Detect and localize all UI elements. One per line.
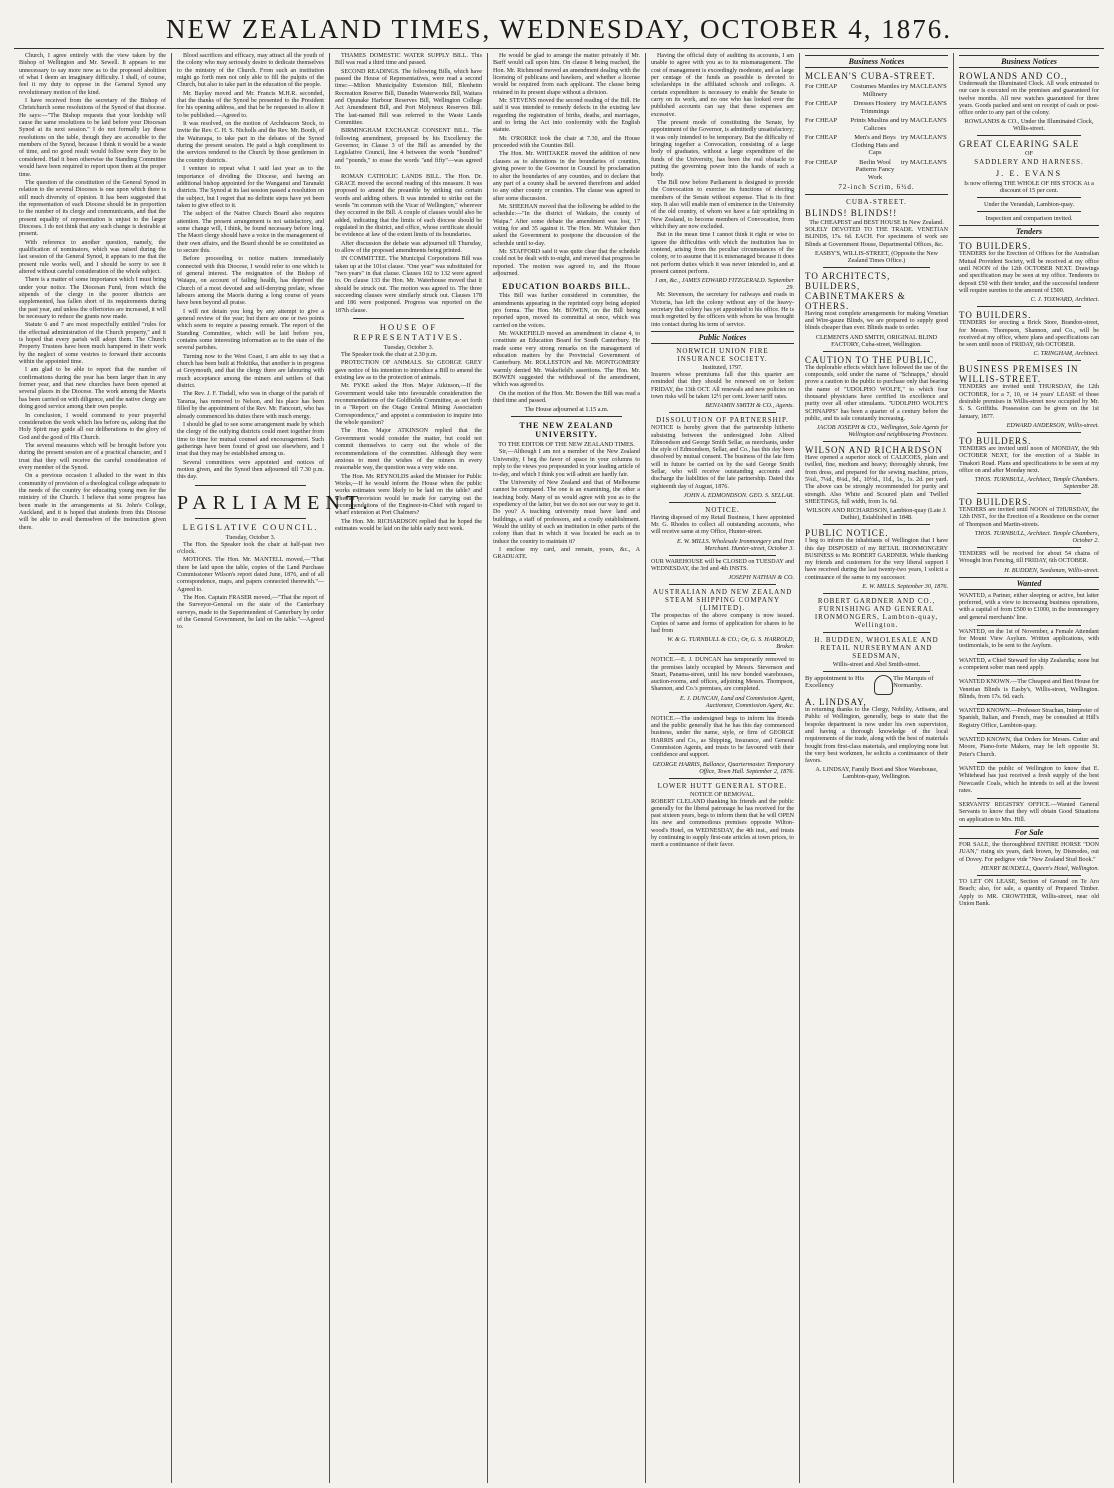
cheap-row: [805, 117, 948, 132]
article-paragraph: I enclose my card, and remain, yours, &c., A GRADUATE.: [493, 546, 640, 561]
wanted-label: Wanted: [959, 577, 1099, 590]
article-paragraph: The present mode of constituting the Senate, by appointment of the Governor, is admittedly unsatisfactory; it was only intended to be temporary. But the difficulty of bringing together a Convocation, consisting of a large body of graduates, without a large expenditure of the funds of the University, has been the real obstacle to putting the governing power into the hands of such a body.: [651, 120, 794, 178]
cheap-shop: try MACLEAN'S: [901, 83, 947, 90]
tender-amp: [959, 241, 1099, 303]
advert-text: The prospectus of the above company is now issued. Copies of same and forms of application for shares to be had from: [651, 613, 794, 634]
tender-brick-store: [959, 310, 1099, 357]
advert-signature: JOHN A. EDMONDSON. GEO. S. SELLAR.: [683, 491, 794, 499]
article-paragraph: The several measures which will be brought before you during the present session are of a practical character, and I trust that they will receive the careful consideration of every member of the Synod.: [19, 442, 166, 471]
advert-title: H. BUDDEN, WHOLESALE AND RETAIL NURSERYMAN AND SEEDSMAN,: [814, 636, 939, 661]
advert-signature: C. TRINGHAM, Architect.: [1033, 350, 1099, 358]
advert-signature: C. J. TOXWARD, Architect.: [1030, 296, 1099, 304]
advert-signature: E. W. MILLS. Wholesale Ironmongery and Iron Merchant. Hunter-street, October 3.: [676, 537, 794, 552]
cheap-row: [805, 83, 948, 98]
advert-subtitle: Willis-street and Abel Smith-street.: [832, 661, 921, 669]
masthead-rule: [14, 48, 1104, 49]
cheap-label: For CHEAP: [805, 100, 837, 107]
article-paragraph: Turning now to the West Coast, I am able to say that a church has been built at Hokitika, that another is in progress at Greymouth, and that the clergy there are labouring with much acceptance among the miners and settlers of that district.: [177, 353, 324, 390]
scrim-price: 72-inch Scrim, 6½d.: [838, 183, 915, 191]
advert-text: Have opened a superior stock of CALICOES, plain and twilled, fine, medium and heavy; thoroughly shrunk, free from dress, and prepared for the sewing machine, prices, 5¼d., 7¼d., 8¼d., 9d., 10½d., 11d., 1s., 1s. 2d. per yard. The above can be strongly recommended for purity and strength. Also White and Scoured plain and Twilled SHEETINGS, full width, from 1s. 6d.: [805, 455, 948, 505]
divider: [353, 318, 464, 319]
advert-signature: EASBY'S, WILLIS-STREET, (Opposite the New Zealand Times Office.): [815, 249, 938, 264]
advert-title: BUSINESS PREMISES IN WILLIS-STREET.: [959, 364, 1079, 385]
advert-signature: GEORGE HARRIS, Ballance, Quartermaster. Temporary Office, Town Hall. September 2, 1876.: [652, 760, 794, 775]
advert-title: MCLEAN'S CUBA-STREET.: [805, 71, 936, 81]
divider: [669, 412, 776, 413]
wanted-item: WANTED, a Chief Steward for ship Zealandia; none but a competent sober man need apply.: [959, 657, 1099, 671]
cheap-label: For CHEAP: [805, 117, 837, 124]
cuba-street-heading: CUBA-STREET.: [846, 198, 907, 206]
advert-title: TO BUILDERS.: [959, 435, 1032, 446]
article-paragraph: Sir,—Although I am not a member of the New Zealand University, I beg the favor of space in your columns to reply to the views you propounded in your leading article of to-day, and which I think you will admit are hardly fair.: [493, 449, 640, 478]
royal-appointment: [805, 675, 948, 695]
article-paragraph: On a previous occasion I alluded to the want in this community of provision of a theological college adequate to the needs of the country for educating young men for the ministry of the Church. I believe that some progress has been made in the arrangements at St. John's College, Auckland, and it is hoped that students from this Diocese will be able to avail themselves of the instruction given there.: [19, 473, 166, 531]
advert-text: Is now offering THE WHOLE OF HIS STOCK At a discount of 15 per cent.: [964, 180, 1094, 195]
article-paragraph: The Hon. Mr. WHITAKER moved the addition of new clauses as to alterations in the boundaries of counties, giving power to the Governor in Council by proclamation to alter the boundaries of any counties, and to declare that any part of a county shall be severed therefrom and added to any other county or counties. The clause was agreed to after some discussion.: [493, 151, 640, 202]
column-1: [14, 53, 172, 1483]
sale-item: TO LET ON LEASE, Section of Ground on Te Aro Beach; also, for sale, a quantity of Prepared Timber. Apply to MR. CROWTHER, Willis-street, near old Union Bank.: [959, 878, 1099, 907]
cheap-row: [805, 159, 948, 182]
advert-text: Having most complete arrangements for making Venetian and Wire-gauze Blinds, we are prepared to supply good blinds cheaper than ever. Blinds made to order.: [805, 310, 948, 332]
article-paragraph: Mr. Stevenson, the secretary for railways and roads in Victoria, has left the colony without any of the heavy-secretary that colony has yet appointed to his office. He is much regretted by the officers with whom he was brought into contact during his term of service.: [651, 292, 794, 328]
adjourn-note: The House adjourned at 1.15 a.m.: [524, 406, 609, 414]
divider: [195, 518, 306, 519]
divider: [823, 524, 930, 525]
tender-stable: [959, 436, 1099, 490]
advert-signature: W. & G. TURNBULL & CO.; Or, G. S. HARROLD, Broker.: [667, 636, 794, 651]
divider: [669, 555, 776, 556]
advert-gardner: [805, 597, 948, 629]
advert-public-notice: [805, 528, 948, 590]
advert-title: DISSOLUTION OF PARTNERSHIP.: [656, 416, 789, 425]
council-heading: LEGISLATIVE COUNCIL.: [182, 521, 319, 532]
article-paragraph: The question of the constitution of the General Synod in relation to the several Dioceses is one upon which there is still much diversity of opinion. It has been suggested that the representation of each Diocese should be in proportion to the number of its clergy and communicants, and that the present equality of representation is unjust to the larger Dioceses. I do not think that any such change is desirable at present.: [19, 179, 166, 238]
advert-title: TO BUILDERS.: [959, 241, 1032, 252]
letter-signature: I am, &c., JAMES EDWARD FITZGERALD. September 29.: [655, 277, 794, 292]
divider: [977, 675, 1081, 676]
article-paragraph: The Hon. the Speaker took the chair at half-past two o'clock.: [177, 541, 324, 555]
wanted-item: WANTED, on the 1st of November, a Female Attendant for Mount View Asylum. Written applications, with testimonials, to be sent to the Asylum.: [959, 628, 1099, 650]
article-paragraph: I have received from the secretary of the Bishop of Christchurch some resolutions of the Synod of that diocese. He says:—"The Bishop requests that your lordship will cause the same resolutions to be laid before your Diocesan Synod at its next session." I do not formally lay these resolutions on the table, though they are accessible to the members of the Synod, because I think it would be a waste of time, and no good result would follow were they to be considered. Had it been otherwise the Standing Committee would have been required to report upon them at the proper time.: [19, 98, 166, 178]
divider: [977, 493, 1081, 494]
divider: [977, 197, 1081, 198]
advert-text: Underneath the Illuminated Clock. All work entrusted to our care is executed on the premises and guaranteed for twelve months. All new watches guaranteed for three years. Goods packed and sent on receipt of cash or post-office order to any part of the colony.: [959, 81, 1099, 117]
advert-text: TENDERS for erecting a Brick Store, Brandon-street, for Messrs. Thompson, Shannon, and Co., will be received at my office, where plans and specifications can be seen until noon of FRIDAY, 6th OCTOBER.: [959, 320, 1099, 349]
advert-signature: BENJAMIN SMITH & CO., Agents.: [705, 402, 794, 410]
advert-caution: [805, 355, 948, 438]
education-heading: EDUCATION BOARDS BILL.: [502, 282, 631, 292]
advert-architects: [805, 271, 948, 348]
divider: [823, 441, 930, 442]
advert-text: TENDERS are invited until noon of MONDAY, the 9th OCTOBER NEXT, for the erection of a Stable in Tinakori Road. Plans and specifications to be seen at my office on and after Monday next.: [959, 445, 1099, 474]
advert-blinds: [805, 208, 948, 264]
divider: [823, 351, 930, 352]
advert-subtitle: Instituted, 1797.: [702, 364, 743, 372]
columns: [14, 53, 1104, 1483]
advert-title: PUBLIC NOTICE.: [805, 528, 889, 539]
article-paragraph: Church, I agree entirely with the view taken by the Bishop of Wellington and Mr. Sewell. It appears to me unnecessary to say more now as to the proposed abolition of what I deem an imaginary difficulty. I shall, of course, feel it my duty to oppose in the General Synod any revolutionary motion of the kind.: [19, 53, 166, 96]
divider: [977, 211, 1081, 212]
divider: [977, 306, 1081, 307]
article-paragraph: Mr. PYKE asked the Hon. Major Atkinson,—If the Government would take into favourable consideration the recommendations of the Goldfields Committee, as set forth in a "Report on the Otago Central Mining Association Correspondence," and appoint a commission to inquire into the whole question?: [335, 383, 482, 427]
wanted-item: SERVANTS' REGISTRY OFFICE.—Wanted General Servants to know that they will obtain Good Situations on application to Mrs. Hill.: [959, 802, 1099, 823]
advert-title: ROWLANDS AND CO.,: [959, 71, 1068, 81]
tender-business-premises: [959, 364, 1099, 428]
advert-signature: THOS. TURNBULL, Architect. Temple Chambers, October 2.: [974, 530, 1099, 545]
advert-signature: THOS. TURNBULL, Architect, Temple Chambers. September 28.: [974, 476, 1099, 491]
divider: [977, 762, 1081, 763]
article-paragraph: It was resolved, on the motion of Archdeacon Stock, to invite the Rev. C. H. S. Nicholls and the Rev. Mr. Booth, of the Wairarapa, to take part in the debates of the Synod during the present session. He paid a high compliment to the services rendered to the Church by those gentlemen in the country districts.: [177, 121, 324, 164]
advert-signature: JACOB JOSEPH & CO., Wellington, Sole Agents for Wellington and neighbouring Provinces.: [816, 424, 948, 439]
divider: [805, 194, 948, 195]
cheap-row: [805, 100, 948, 115]
article-paragraph: Before proceeding to notice matters immediately connected with this Diocese, I would refer to one which is of general interest. The resignation of the Bishop of Waiapu, on account of failing health, has deprived the Church of a most devoted and self-denying prelate, whose labours among the Maoris during a long course of years have been beyond all praise.: [177, 256, 324, 307]
advert-rowlands: [959, 71, 1099, 132]
house-heading: HOUSE OF REPRESENTATIVES.: [353, 322, 464, 343]
advert-signature: CLEMENTS AND SMITH, ORIGINAL BLIND FACTORY, Cuba-street, Wellington.: [815, 333, 938, 348]
advert-signature: ROWLANDS & CO., Under the Illuminated Clock, Willis-street.: [964, 118, 1094, 133]
article-paragraph: BIRMINGHAM EXCHANGE CONSENT BILL. The following amendment, proposed by his Excellency the Governor, in Clause 3 of the Bill as amended by the Legislative Council, line 4 between the words "hundred" and "pounds," to erase the words "and fifty"—was agreed to.: [335, 128, 482, 172]
advert-signature: E. J. DUNCAN, Land and Commission Agent, Auctioneer, Commission Agent, &c.: [679, 694, 794, 709]
article-paragraph: The Hon. Mr. RICHARDSON replied that he hoped the estimates would be laid on the table early next week.: [335, 518, 482, 532]
article-paragraph: The Speaker took the chair at 2.30 p.m.: [341, 352, 438, 359]
article-paragraph: The Hon. Captain FRASER moved,—"That the report of the Surveyor-General on the state of the Canterbury surveys, made to the Superintendent of Canterbury by order of the General Government, be laid on the table."—Agreed to.: [177, 595, 324, 631]
wanted-item: WANTED KNOWN.—The Cheapest and Best House for Venetian Blinds is Easby's, Willis-street, Wellington. Blinds, from 17s. 6d. each.: [959, 679, 1099, 700]
article-paragraph: IN COMMITTEE. The Municipal Corporations Bill was taken up at the 101st clause. "One year" was substituted for "two years" in that clause. Clauses 102 to 132 were agreed to. On clause 133 the Hon. Mr. Waterhouse moved that it should be struck out. The motion was agreed to. The three succeeding clauses were similarly struck out. Clauses 178 and 186 were postponed. Progress was reported on the 187th clause.: [335, 256, 482, 314]
article-paragraph: MOTIONS. The Hon. Mr. MANTELL moved,—"That there be laid upon the table, copies of the Land Purchase Commissioner Wilson's report dated June, 1876, and of all correspondence, maps, and papers connected therewith."—Agreed to.: [177, 557, 324, 593]
cheap-goods: Berlin Wool Patterns Fancy Work: [855, 158, 895, 181]
advert-lower-hutt: [651, 782, 794, 850]
article-paragraph: The subject of the Native Church Board also requires attention. The present arrangement is not satisfactory, and some change will, I think, be found necessary before long. The Maori clergy should have a voice in the management of their own affairs, and the Board should be so constituted as to secure this.: [177, 211, 324, 254]
article-paragraph: This Bill was further considered in committee, the amendments appearing in the reprinted copy being adopted pro forma. The Hon. Mr. BOWEN, on the Bill being reported upon, moved its committal at once, which was carried on the voices.: [493, 293, 640, 329]
divider: [195, 485, 306, 486]
advert-text: Insurers whose premiums fall due this quarter are reminded that they should be renewed on or before FRIDAY, the 13th OCT. All renewals and new policies on town risks will be taken 12½ per cent. lower tariff rates.: [651, 372, 794, 400]
advert-steam-shipping: [651, 588, 794, 650]
business-notices-label: Business Notices: [805, 55, 948, 68]
advert-text: NOTICE.—E. J. DUNCAN has temporarily removed to the premises lately occupied by Messrs. Stevenson and Stuart, Panama-street, until his new bonded warehouses, auction-rooms, and offices, adjoining Messrs. Thompson, Shannon, and Co.'s premises, are completed.: [651, 657, 794, 693]
advert-title: ROBERT GARDNER AND CO., FURNISHING AND GENERAL IRONMONGERS, Lambton-quay, Wellington.: [814, 597, 939, 630]
divider: [669, 778, 776, 779]
column-2: [172, 53, 374, 1483]
article-paragraph: Several committees were appointed and notices of motion given, and the Synod then adjourned till 7.30 p.m. this day.: [177, 459, 324, 481]
article-paragraph: I should be glad to see some arrangement made by which the clergy of the outlying districts could meet together from time to time for mutual counsel and encouragement. Such gatherings have been found of great use elsewhere, and I trust that they may be established among us.: [177, 421, 324, 458]
advert-lindsay: [805, 675, 948, 780]
cheap-shop: try MACLEAN'S: [901, 158, 947, 166]
masthead: NEW ZEALAND TIMES, WEDNESDAY, OCTOBER 4, 1876.: [165, 14, 953, 44]
article-paragraph: Mr. STEVENS moved the second reading of the Bill. He said it was intended to remedy defects in the existing law regarding the registration of births, deaths, and marriages, and to bring the Act into conformity with the English statute.: [493, 98, 640, 134]
cheap-goods: Costumes Mantles Millinery: [850, 83, 900, 98]
divider: [823, 671, 930, 672]
divider: [977, 654, 1081, 655]
advert-signature: WILSON AND RICHARDSON, Lambton-quay (Late J. Duthie), Established in 1848.: [806, 507, 947, 522]
advert-text: TENDERS for the Erection of Offices for the Australian Mutual Provident Society, will be received at my office until NOON of the 12th OCTOBER NEXT. Drawings and specification may be seen at my office. Tenderers to deposit £50 with their tender, and the successful tenderer will require sureties to the amount of £500.: [959, 251, 1099, 294]
article-paragraph: THAMES DOMESTIC WATER SUPPLY BILL. This Bill was read a third time and passed.: [335, 53, 482, 67]
advert-text: TENDERS are invited until THURSDAY, the 12th OCTOBER, for a 7, 10, or 14 years' LEASE of those desirable premises in Willis-street now occupied by Mr. S. S. Griffiths. Possession can be given on the 1st January, 1877.: [959, 384, 1099, 420]
article-paragraph: Mr. O'RORKE took the chair at 7.30, and the House proceeded with the Counties Bill.: [493, 135, 640, 150]
divider: [511, 416, 622, 417]
article-paragraph: I am glad to be able to report that the number of confirmations during the year has been larger than in any former year, and that new churches have been opened at several places in the Diocese. The work among the Maoris has been carried on with diligence, and the native clergy are doing good service among their own people.: [19, 367, 166, 411]
advert-text: TENDERS will be received for about 54 chains of Wrought Iron Fencing, till FRIDAY, 6th OCTOBER.: [959, 551, 1099, 565]
advert-signature: JOSEPH NATHAN & CO.: [728, 574, 794, 582]
advert-text: NOTICE is hereby given that the partnership hitherto subsisting between the undersigned John Alfred Edmondson and George Smith Sellar, as merchants, under the style of Edmondson, Sellar, and Co., has this day been dissolved by mutual consent. The business of the late firm will in future be carried on by the said George Smith Sellar, who will receive outstanding accounts and discharge the liabilities of the late partnership. Dated this eighteenth day of August, 1876.: [651, 425, 794, 490]
council-date: Tuesday, October 3.: [225, 533, 276, 541]
article-paragraph: ROMAN CATHOLIC LANDS BILL. The Hon. Dr. GRACE moved the second reading of this measure. It was proposed to amend the preamble by striking out certain words and adding others. It was intended to strike out the words "in common with the Vicar of Wellington," wherever they occurred in the Bill. A couple of clauses would also be added, indicating that the limits of each diocese should be regulated in the district, and office, whose certificate should be evidence at law of the extent limits of its boundaries.: [335, 173, 482, 239]
cheap-label: For CHEAP: [805, 83, 837, 90]
divider: [669, 653, 776, 654]
advert-title: WILSON AND RICHARDSON: [805, 445, 944, 456]
advert-note: Inspection and comparison invited.: [985, 215, 1073, 223]
divider: [823, 593, 930, 594]
column-7: [954, 53, 1104, 1483]
public-notices-label: Public Notices: [651, 331, 794, 344]
advert-maclean: [805, 71, 948, 191]
advert-title: BLINDS! BLINDS!!: [805, 208, 898, 218]
advert-notice-mills: [651, 506, 794, 552]
divider: [669, 584, 776, 585]
advert-text: NOTICE.—The undersigned begs to inform his friends and the public generally that he has this day commenced business, under the name, style, or firm of GEORGE HARRIS and Co., as Shipping, Insurance, and General Commission Agents, and trusts to be favoured with their confidence and support.: [651, 715, 794, 759]
advert-signature: A. LINDSAY, Family Boot and Shoe Warehouse, Lambton-quay, Wellington.: [815, 766, 938, 781]
advert-warehouse-closed: [651, 559, 794, 582]
cheap-shop: try MACLEAN'S: [901, 100, 947, 107]
wanted-item: WANTED, a Partner, either sleeping or active, but latter preferred, with a view to increasing business operations, with a capital of from £500 to £1000, in the ironmongery and general merchants' line.: [959, 592, 1099, 621]
column-4: [488, 53, 646, 1483]
divider: [977, 547, 1081, 548]
advert-signature: H. BUDDEN, Seedsman, Willis-street.: [1004, 566, 1099, 574]
advertiser-name: J. E. EVANS: [995, 168, 1063, 179]
cheap-goods: Prints Muslins and Calicoes: [850, 117, 900, 132]
column-3: [330, 53, 488, 1483]
article-paragraph: I will not detain you long by any attempt to give a general review of the year; but there are one or two points which seem to require a passing remark. The report of the Standing Committee, which will be laid before you, contains some interesting information as to the state of the several parishes.: [177, 308, 324, 352]
parliament-heading: PARLIAMENT.: [177, 491, 374, 514]
divider: [977, 875, 1081, 876]
advert-text: ROBERT CLELAND thanking his friends and the public generally for the liberal patronage he has received for the past sixteen years, begs to inform them that he will OPEN his new and commodious premises opposite Wilton-wood's Hotel, on WEDNESDAY, the 4th inst., and trusts by continuing to supply first-rate articles at town prices, to merit a continuance of their favor.: [651, 798, 794, 849]
article-paragraph: In conclusion, I would commend to your prayerful consideration the work which lies before us, asking that the Holy Spirit may guide all our deliberations to the glory of God and the good of His Church.: [19, 412, 166, 441]
advert-norwich-union: [651, 347, 794, 409]
advert-signature: EDWARD ANDERSON, Willis-street.: [1006, 421, 1099, 429]
article-paragraph: SECOND READINGS. The following Bills, which have passed the House of Representatives, were read a second time:—Milton Municipality Extension Bill, Blenheim Recreation Reserve Bill, Dunedin Waterworks Bill, Waitara and Opunake Harbour Reserves Bill, Wellington College Act Amendment Bill, and Port Molyneux Reserves Bill. The last-named Bill was referred to the Waste Lands Committee.: [335, 68, 482, 127]
advert-title: TO BUILDERS.: [959, 497, 1032, 508]
advert-signature: HENRY BUNDELL, Queen's Hotel, Wellington.: [980, 864, 1099, 872]
advert-clearing-sale: [959, 139, 1099, 222]
advert-subtitle: NOTICE OF REMOVAL.: [689, 790, 756, 798]
tender-fencing: [959, 551, 1099, 574]
article-paragraph: Mr. STAFFORD said it was quite clear that the schedule could not be dealt with to-night, and moved that progress be reported. The motion was agreed to, and the House adjourned.: [493, 248, 640, 277]
advert-text: OUR WAREHOUSE will be CLOSED on TUESDAY and WEDNESDAY, the 3rd and 4th INSTS.: [651, 558, 794, 573]
advert-title: CAUTION TO THE PUBLIC.: [805, 354, 938, 365]
appointment-text: By appointment to His Excellency: [805, 675, 865, 690]
article-paragraph: Blood sacrifices and efficacy, may attract all the youth of the colony who may seriously desire to dedicate themselves to the ministry of the Church. From such an institution might go forth men not only able to fill the pulpits of the Church, but also to take part in the education of the people.: [177, 53, 324, 89]
divider: [669, 502, 776, 503]
advert-dissolution: [651, 416, 794, 499]
article-paragraph: There is a matter of some importance which I must bring under your notice. The Diocesan Fund, from which the stipends of the clergy in the poorer districts are supplemented, has fallen short of its requirements during the past year, and unless the offertories are increased, it will be necessary to reduce the grants now made.: [19, 277, 166, 321]
cheap-label: For CHEAP: [805, 158, 837, 166]
cheap-goods: Men's and Boys Clothing Hats and Caps: [851, 134, 899, 156]
appointment-patron: The Marquis of Normanby.: [893, 675, 934, 690]
advert-text: I beg to inform the inhabitants of Wellington that I have this day DISPOSED of my RETAIL IRONMONGERY BUSINESS to Mr. ROBERT GARDNER. While thanking my friends and customers for the very liberal support I have received during the last twenty-two years, I solicit a continuance of the same to my successor.: [805, 538, 948, 581]
advert-title: A. LINDSAY,: [805, 697, 867, 708]
advert-title: TO BUILDERS.: [959, 310, 1032, 321]
article-paragraph: On the motion of the Hon. Mr. Bowen the Bill was read a third time and passed.: [493, 390, 640, 405]
article-paragraph: After discussion the debate was adjourned till Thursday, to allow of the proposed amendments being printed.: [335, 240, 482, 254]
article-paragraph: Mr. SHEEHAN moved that the following be added to the schedule:—"In the district of Waikato, the county of Waipa." After some debate the amendment was lost, 17 voting for and 35 against it. The Hon. Mr. Whitaker then asked the Government to postpone the discussion of the schedule until to-day.: [493, 203, 640, 247]
royal-crest-icon: [874, 675, 893, 695]
article-paragraph: The Rev. J. F. Tisdall, who was in charge of the parish of Tararua, has removed to Nelson, and his place has been filled by the appointment of the Rev. Mr. Fancourt, who has already commenced his duties there with much energy.: [177, 391, 324, 420]
wanted-item: WANTED KNOWN.—Professor Strachan, Interpreter of Spanish, Italian, and French, may be consulted at Hill's Registry Office, Lambton-quay.: [959, 708, 1099, 729]
advert-budden: [805, 636, 948, 668]
university-heading: THE NEW ZEALAND UNIVERSITY.: [519, 421, 614, 440]
advert-title: GREAT CLEARING SALE: [959, 139, 1080, 150]
divider: [977, 360, 1081, 361]
advert-text: Having disposed of my Retail Business, I have appointed Mr. G. Rhodes to collect all outstanding accounts, who will receive same at my Office, Hunter-street.: [651, 514, 794, 536]
advert-title: LOWER HUTT GENERAL STORE.: [657, 781, 788, 790]
article-paragraph: He would be glad to arrange the matter privately if Mr. Barff would call upon him. On clause 8 being reached, the Hon. Mr. Richmond moved an amendment dealing with the licensing of publicans and hawkers, and whether a license would be required from each applicant. The clause being retained in its present shape without a division.: [493, 53, 640, 96]
divider: [977, 625, 1081, 626]
article-paragraph: But in the mean time I cannot think it right or wise to ignore the difficulties with which the institution has to contend, arising from the peculiar circumstances of the colony, or to assume that it is mismanaged because it does not perform duties which it was never intended to, and at present cannot perform.: [651, 232, 794, 275]
article-paragraph: The Hon. Mr. REYNOLDS asked the Minister for Public Works,—If he would inform the House when the public works estimates were likely to be laid on the table? and whether provision would be made for carrying out the recommendations of the Engineer-in-Chief with regard to wharf extension at Port Chalmers?: [335, 473, 482, 517]
cheap-label: For CHEAP: [805, 134, 837, 141]
house-date: Tuesday, October 3.: [383, 344, 434, 352]
article-paragraph: Having the official duty of auditing its accounts, I am unable to agree with you as to its mismanagement. The cost of management is exceedingly moderate, and as large per centage of the funds as possible is devoted to scholarships in the affiliated schools and colleges. A certain expenditure is necessary to enable the Senate to carry on its work, and no one who has looked over the published accounts can say that these expenses are excessive.: [651, 53, 794, 118]
tender-residence: [959, 497, 1099, 544]
wanted-item: WANTED KNOWN, that Orders for Messrs. Cotter and Moore, Piano-forte Makers, may be left opposite St. Peter's Church.: [959, 737, 1099, 758]
cheap-shop: try MACLEAN'S: [901, 134, 947, 141]
advert-text: in returning thanks to the Clergy, Nobility, Artisans, and Public of Wellington, generally, begs to state that the bespoke department is now under his own supervision, and having a thorough knowledge of the local requirements of the trade, along with the best of materials bought from first-class materials, and employing none but the very best workmen, he solicits a continuance of their favors.: [805, 707, 948, 765]
tenders-label: Tenders: [959, 225, 1099, 238]
advert-title: NOTICE.: [705, 505, 740, 514]
advert-subtitle: The CHEAPEST and BEST HOUSE In New Zealand.: [809, 219, 944, 226]
column-5: [646, 53, 800, 1483]
advert-text: SOLELY DEVOTED TO THE TRADE. VENETIAN BLINDS, 17s. 6d. EACH. For specimens of work see Blinds at Government House, Departmental Offices, &c.: [805, 227, 948, 248]
cheap-shop: try MACLEAN'S: [901, 117, 947, 124]
wanted-item: WANTED the public of Wellington to know that E. Whitehead has just received a fresh supply of the best Newcastle Coals, which he intends to sell at the lowest rates.: [959, 765, 1099, 794]
sale-item: FOR SALE, the thoroughbred ENTIRE HORSE "DON JUAN," rising six years, dark brown, by Dismodes, out of Dovey. For pedigree vide "New Zealand Stud Book.": [959, 842, 1099, 863]
column-6: [800, 53, 954, 1483]
advert-duncan: [651, 657, 794, 708]
advert-wilson-richardson: [805, 445, 948, 521]
advert-title: AUSTRALIAN AND NEW ZEALAND STEAM SHIPPING COMPANY (LIMITED).: [652, 588, 793, 613]
article-paragraph: The Bill now before Parliament is designed to provide the Convocation to exercise its functions of electing members of the Senate without expense. That is its first step. It also will enable men of eminence in the University of the old country, of whom we have a fair sprinkling in New Zealand, to become members of Convocation, from which they are now excluded.: [651, 179, 794, 230]
advert-address: Under the Verandah, Lambton-quay.: [983, 201, 1075, 209]
article-paragraph: Mr. WAKEFIELD moved an amendment in clause 4, to constitute an Education Board for South Canterbury. He made some very strong remarks on the management of education matters by the Provincial Government of Canterbury. Mr. ROLLESTON and Mr. MONTGOMERY warmly denied Mr. Wakefield's assertions. The Hon. Mr. BOWEN suggested the withdrawal of the amendment, which was agreed to.: [493, 331, 640, 389]
advert-text: TENDERS are invited until NOON of THURSDAY, the 12th INST., for the Erection of a Residence on the corner of Thompson and Martin-streets.: [959, 507, 1099, 528]
article-paragraph: PROTECTION OF ANIMALS. Sir GEORGE GREY gave notice of his intention to introduce a Bill to amend the existing law as to the protection of animals.: [335, 360, 482, 382]
advert-title: NORWICH UNION FIRE INSURANCE SOCIETY.: [676, 347, 769, 364]
advert-signature: E. W. MILLS. September 30, 1876.: [862, 583, 948, 591]
article-paragraph: Statute 6 and 7 are most respectfully entitled "rules for the effectual administration of the Church property," and it is hoped that every parish will adopt them. The Church Property Trustees have been much hampered in their work by the neglect of some vestries to forward their accounts within the appointed time.: [19, 322, 166, 366]
advert-harris: [651, 716, 794, 775]
article-paragraph: Mr. Baylay moved and Mr. Francis M.H.R. seconded, that the thanks of the Synod be presented to the President for his opening address, and that he be requested to allow it to be published.—Agreed to.: [177, 90, 324, 119]
advert-of: OF: [1025, 150, 1033, 158]
article-paragraph: The University of New Zealand and that of Melbourne cannot be compared. The one is an examining, the other a teaching body. Many of us would agree with you as to the expediency of the latter, but we do not see our way to get it. Do you? A teaching university must have land and buildings, a staff of professors, and a costly establishment. Would the utility of such an institution in other parts of the colony than that in which it was located be such as to induce the country to maintain it?: [493, 479, 640, 545]
divider: [977, 798, 1081, 799]
advert-title: TO ARCHITECTS, BUILDERS, CABINETMAKERS & OTHERS.: [805, 270, 906, 311]
divider: [977, 135, 1081, 136]
for-sale-label: For Sale: [959, 826, 1099, 839]
divider: [823, 632, 930, 633]
divider: [823, 267, 930, 268]
article-paragraph: I venture to repeat what I said last year as to the importance of dividing the Diocese, and having an additional bishop appointed for the Wanganui and Taranaki districts. The Synod at its last session passed a resolution on the subject, but I regret that no definite steps have yet been taken to give effect to it.: [177, 166, 324, 209]
divider: [977, 733, 1081, 734]
university-subheading: TO THE EDITOR OF THE NEW ZEALAND TIMES.: [498, 441, 635, 449]
divider: [669, 712, 776, 713]
cheap-goods: Dresses Hosiery Trimmings: [853, 100, 897, 115]
divider: [977, 704, 1081, 705]
article-paragraph: With reference to another question, namely, the qualification of nominators, which was raised during the last session of the General Synod, it appears to me that the present rule works well, and I should be sorry to see it altered without careful consideration of the whole subject.: [19, 239, 166, 275]
cheap-row: [805, 134, 948, 157]
advert-text: The deplorable effects which have followed the use of the compounds, sold under the name of "Schnapps," should prove a caution to the public to purchase only that bearing the name of "UDOLPHO WOLFE," to which four thousand physicians have certified its excellence and purity over all other stimulants. "UDOLPHO WOLFE'S SCHNAPPS" has been a quarter of a century before the public, and its sale constantly increasing.: [805, 364, 948, 422]
business-notices-label: Business Notices: [959, 55, 1099, 68]
advert-subtitle: SADDLERY AND HARNESS.: [974, 158, 1084, 167]
divider: [977, 432, 1081, 433]
article-paragraph: The Hon. Major ATKINSON replied that the Government would consider the matter, but could not commit themselves to carry out the whole of the recommendations of the committee. Although they were anxious to meet the wishes of the miners in every reasonable way, the question was a very wide one.: [335, 428, 482, 472]
